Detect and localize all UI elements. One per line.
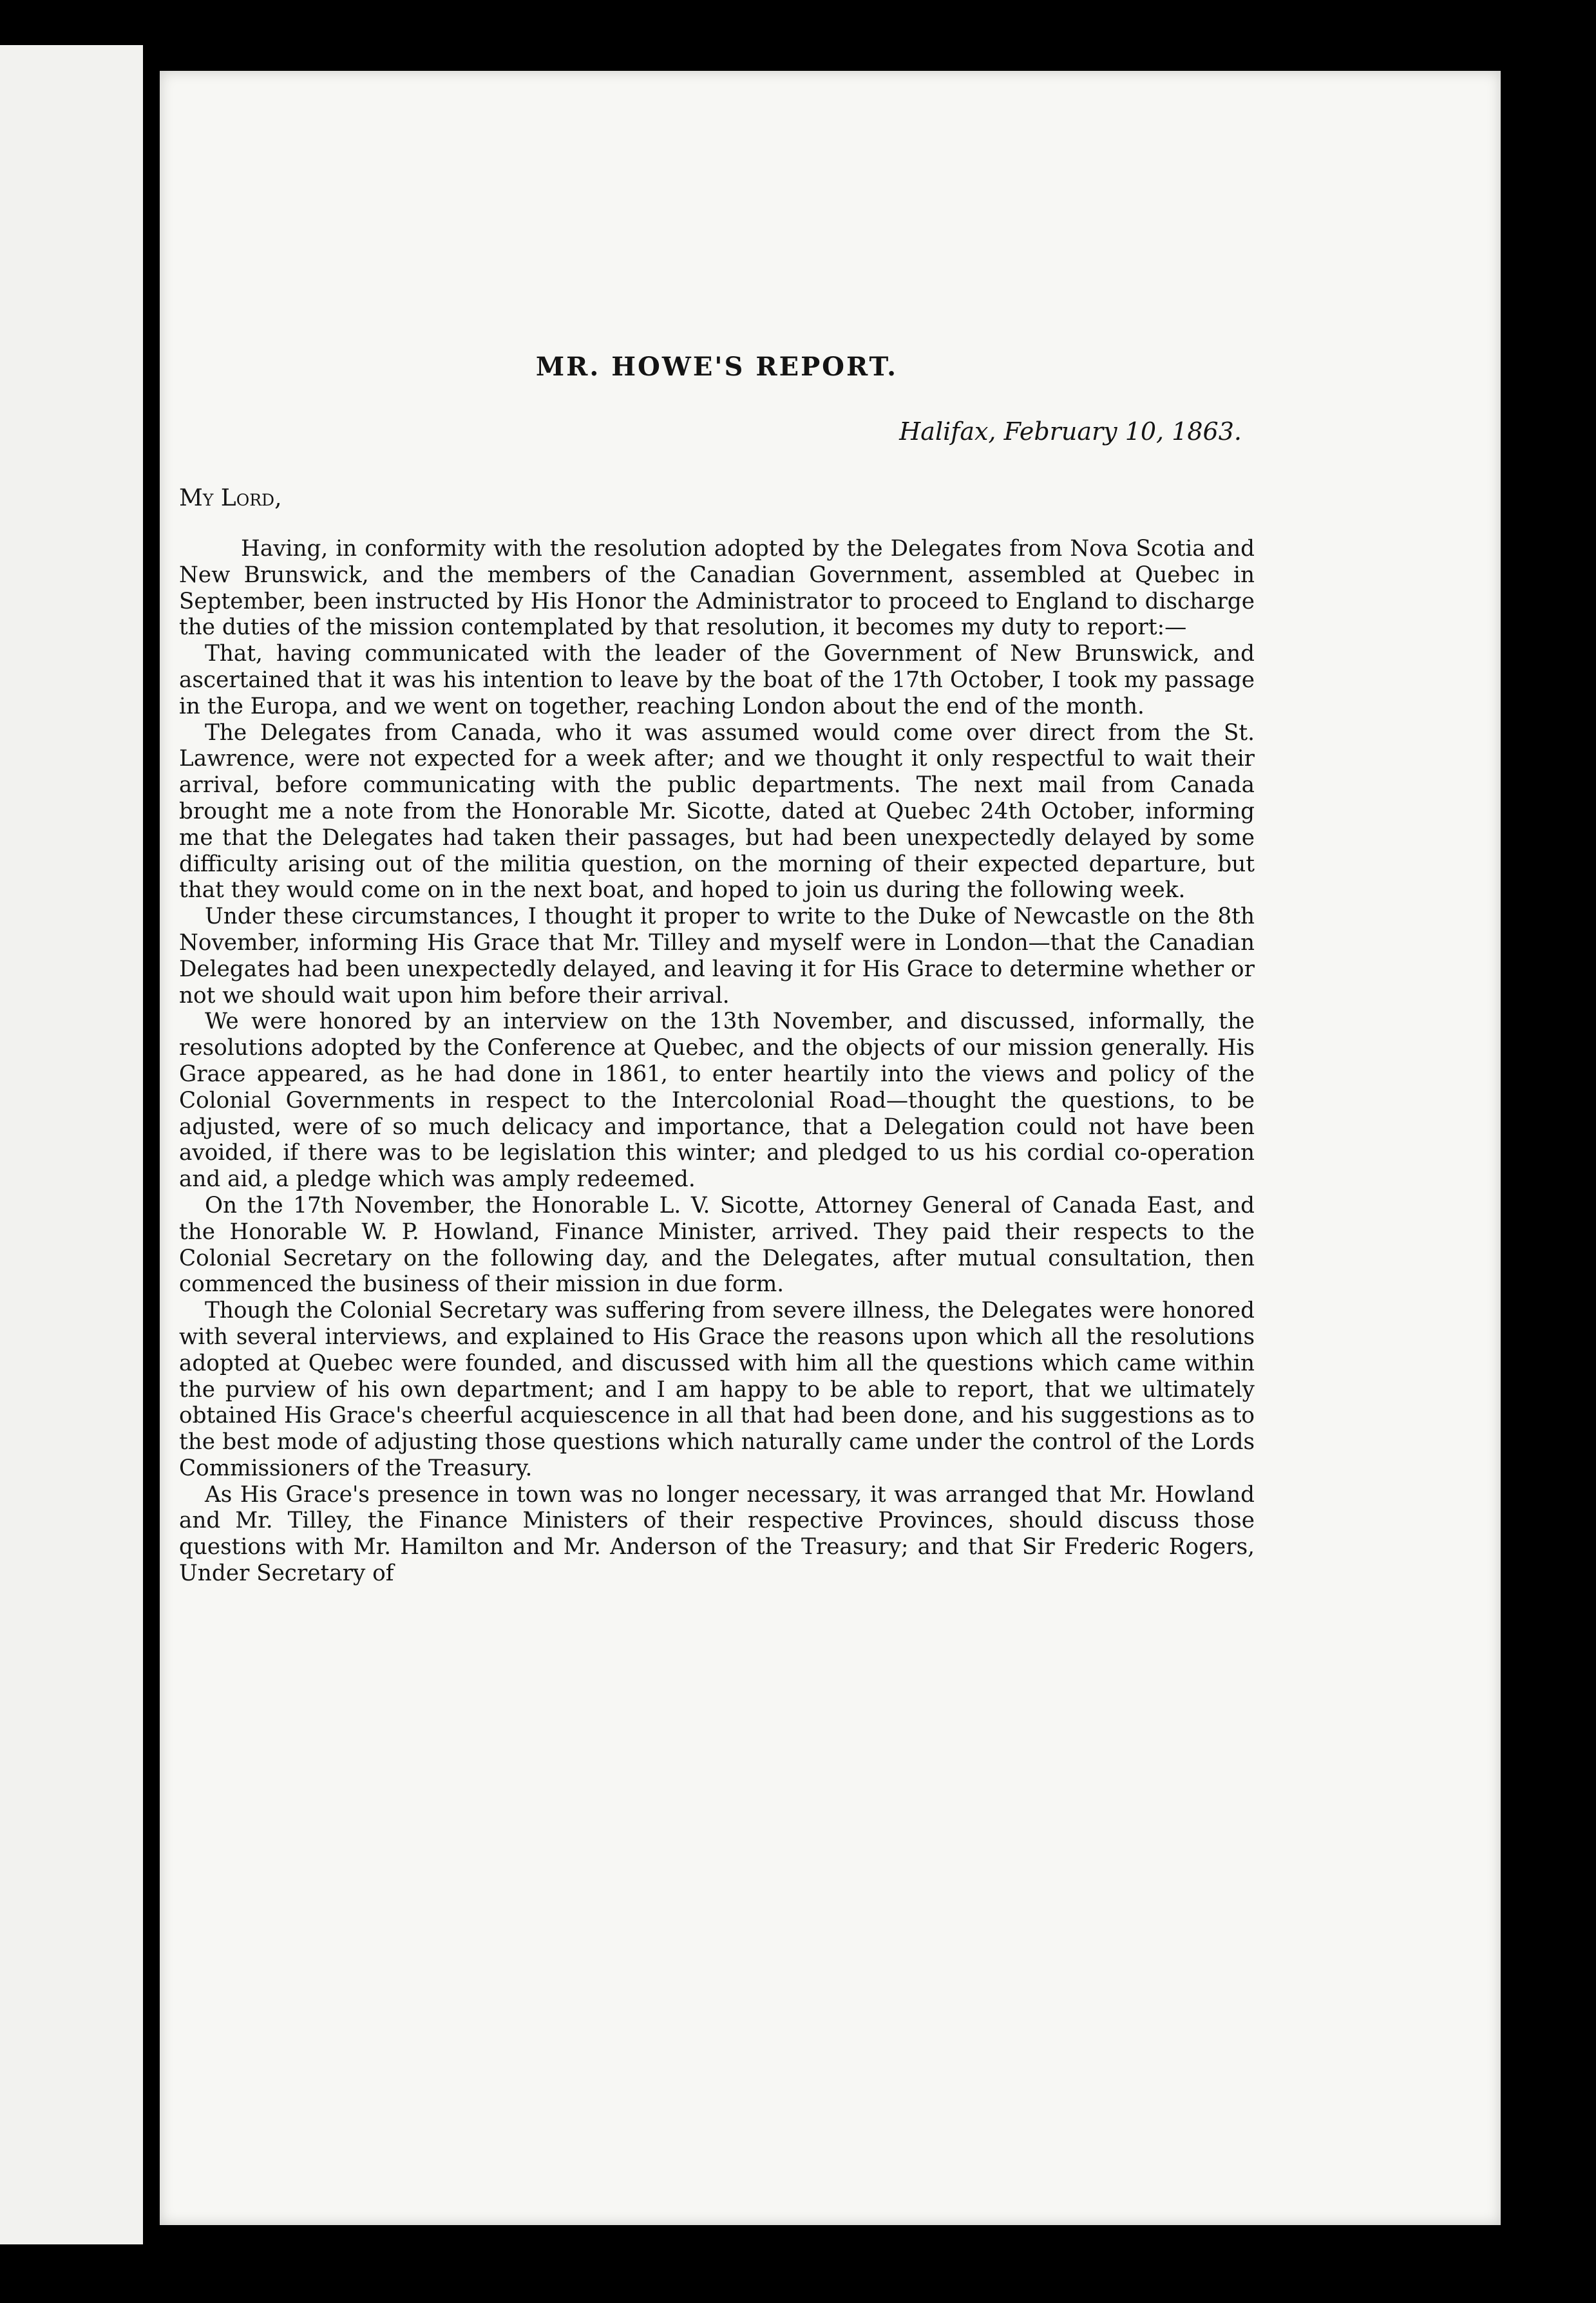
paragraph: The Delegates from Canada, who it was assumed would come over direct from the St. Lawrence, were not expected for a week after; and we thought it only respectful to wait their arrival, before communicating with the public departments. The next mail from Canada brought me a note from the Honorable Mr. Sicotte, dated at Quebec 24th October, informing me that the Delegates had taken their passages, but had been unexpectedly delayed by some difficulty arising out of the militia question, on the morning of their expected departure, but that they would come on in the next boat, and hoped to join us during the following week. — [179, 719, 1255, 904]
paragraph: Though the Colonial Secretary was suffering from severe illness, the Delegates were honored with several interviews, and explained to His Grace the reasons upon which all the resolutions adopted at Quebec were founded, and discussed with him all the questions which came within the purview of his own department; and I am happy to be able to report, that we ultimately obtained His Grace's cheerful acquiescence in all that had been done, and his suggestions as to the best mode of adjusting those questions which naturally came under the control of the Lords Commissioners of the Treasury. — [179, 1298, 1255, 1481]
adjacent-page-edge — [0, 45, 143, 2244]
dateline: Halifax, February 10, 1863. — [899, 417, 1242, 446]
paragraph: Under these circumstances, I thought it proper to write to the Duke of Newcastle on the 8th November, informing His Grace that Mr. Tilley and myself were in London—that the Canadian Delegates had been unexpectedly delayed, and leaving it for His Grace to determine whether or not we should wait upon him before their arrival. — [179, 904, 1255, 1009]
document-body — [179, 348, 1255, 1587]
document-title: MR. HOWE'S REPORT. — [535, 352, 898, 382]
report-paragraphs — [179, 536, 1255, 1587]
salutation: My Lord, — [179, 485, 282, 511]
paragraph: Having, in conformity with the resolution adopted by the Delegates from Nova Scotia and New Brunswick, and the members of the Canadian Government, assembled at Quebec in September, been instructed by His Honor the Administrator to proceed to England to discharge the duties of the mission contemplated by that resolution, it becomes my duty to report:— — [179, 536, 1255, 641]
paragraph: On the 17th November, the Honorable L. V. Sicotte, Attorney General of Canada East, and the Honorable W. P. Howland, Finance Minister, arrived. They paid their respects to the Colonial Secretary on the following day, and the Delegates, after mutual consultation, then commenced the business of their mission in due form. — [179, 1192, 1255, 1298]
paragraph: We were honored by an interview on the 13th November, and discussed, informally, the resolutions adopted by the Conference at Quebec, and the objects of our mission generally. His Grace appeared, as he had done in 1861, to enter heartily into the views and policy of the Colonial Governments in respect to the Intercolonial Road—thought the questions, to be adjusted, were of so much delicacy and importance, that a Delegation could not have been avoided, if there was to be legislation this winter; and pledged to us his cordial co-operation and aid, a pledge which was amply redeemed. — [179, 1009, 1255, 1193]
paragraph: As His Grace's presence in town was no longer necessary, it was arranged that Mr. Howland and Mr. Tilley, the Finance Ministers of their respective Provinces, should discuss those questions with Mr. Hamilton and Mr. Anderson of the Treasury; and that Sir Frederic Rogers, Under Secretary of — [179, 1481, 1255, 1587]
paragraph: That, having communicated with the leader of the Government of New Brunswick, and ascertained that it was his intention to leave by the boat of the 17th October, I took my passage in the Europa, and we went on together, reaching London about the end of the month. — [179, 641, 1255, 719]
